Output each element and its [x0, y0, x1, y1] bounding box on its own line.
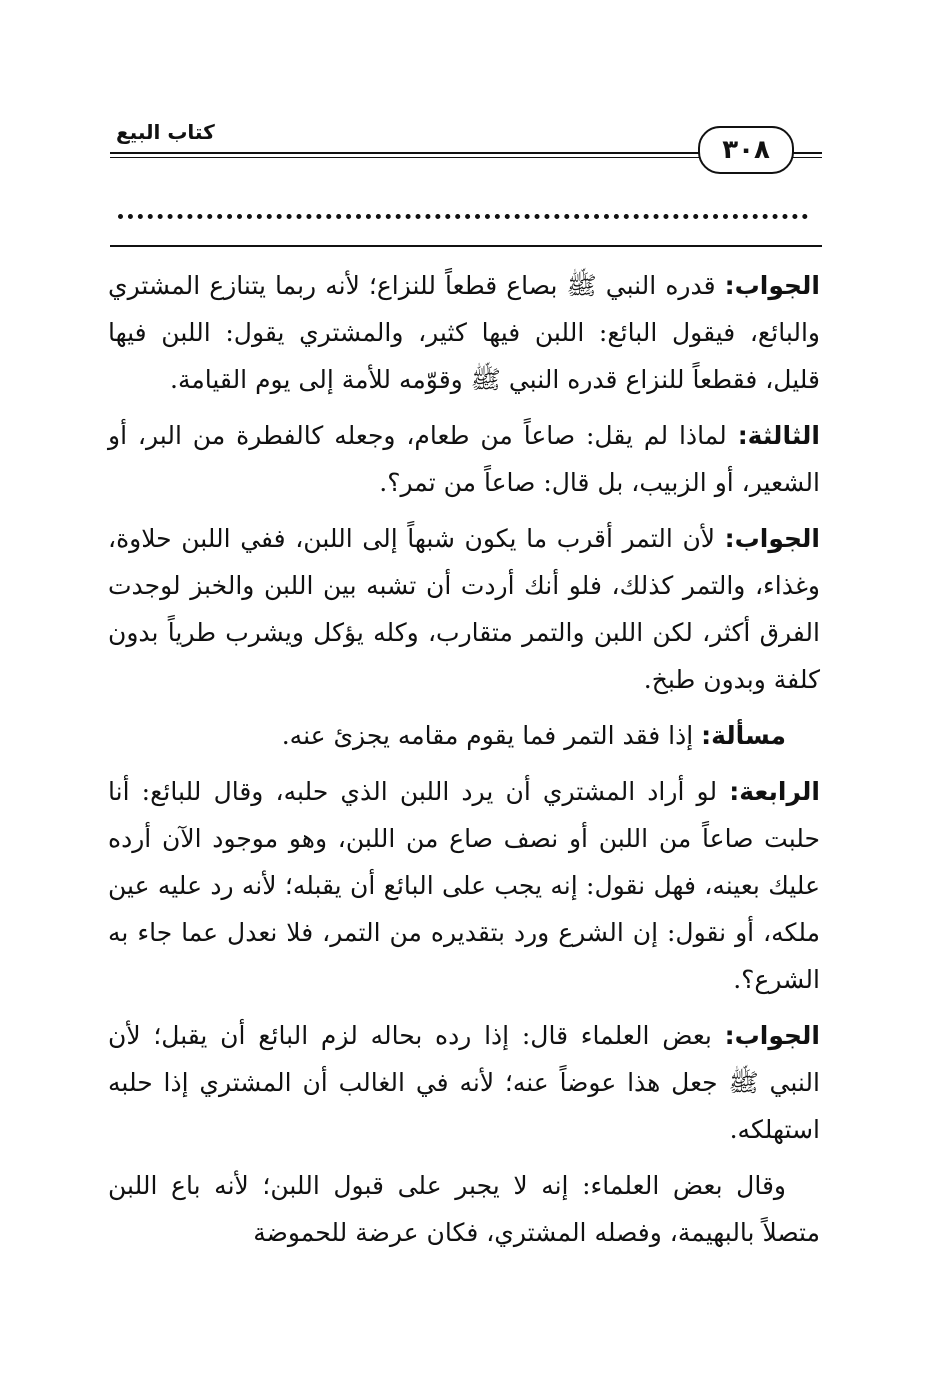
paragraph-third-point	[108, 412, 820, 506]
section-rule	[110, 245, 822, 247]
paragraph-label: الجواب:	[724, 1021, 820, 1050]
paragraph-issue	[108, 712, 820, 759]
paragraph-text: بعض العلماء قال: إذا رده بحاله لزم البائع أن يقبل؛ لأن النبي ﷺ جعل هذا عوضاً عنه؛ لأنه في الغالب أن المشتري إذا حلبه استهلكه.	[108, 1021, 820, 1144]
paragraph-text: لو أراد المشتري أن يرد اللبن الذي حلبه، وقال للبائع: أنا حلبت صاعاً من اللبن أو نصف صاع من اللبن، وهو موجود الآن أرده عليك بعينه، فهل نقول: إنه يجب على البائع أن يقبله؛ لأنه رد عليه عين ملكه، أو نقول: إن الشرع ورد بتقديره من التمر، فلا نعدل عما جاء به الشرع؟.	[108, 777, 820, 994]
paragraph-label: مسألة:	[701, 721, 786, 750]
book-title: كتاب البيع	[110, 120, 221, 148]
paragraph-text: لأن التمر أقرب ما يكون شبهاً إلى اللبن، ففي اللبن حلاوة، وغذاء، والتمر كذلك، فلو أنك أردت أن تشبه بين اللبن والخبز لوجدت الفرق أكثر، لكن اللبن والتمر متقارب، وكله يؤكل ويشرب طرياً بدون كلفة وبدون طبخ.	[108, 524, 820, 694]
paragraph-text: إذا فقد التمر فما يقوم مقامه يجزئ عنه.	[281, 721, 702, 750]
page-body	[108, 262, 820, 1265]
dotted-separator	[118, 200, 808, 219]
paragraph-text: قدره النبي ﷺ بصاع قطعاً للنزاع؛ لأنه ربما يتنازع المشتري والبائع، فيقول البائع: اللبن فيها كثير، والمشتري يقول: اللبن فيها قليل، فقطعاً للنزاع قدره النبي ﷺ وقوّمه للأمة إلى يوم القيامة.	[108, 271, 820, 394]
paragraph-other-opinion	[108, 1162, 820, 1256]
paragraph-label: الثالثة:	[737, 421, 820, 450]
paragraph-answer-3	[108, 1012, 820, 1153]
paragraph-label: الجواب:	[724, 271, 820, 300]
paragraph-label: الرابعة:	[729, 777, 820, 806]
paragraph-text: وقال بعض العلماء: إنه لا يجبر على قبول اللبن؛ لأنه باع اللبن متصلاً بالبهيمة، وفصله المشتري، فكان عرضة للحموضة	[108, 1171, 820, 1247]
paragraph-fourth-point	[108, 768, 820, 1003]
paragraph-label: الجواب:	[724, 524, 820, 553]
page-number: ٣٠٨	[698, 126, 794, 174]
paragraph-answer-1	[108, 262, 820, 403]
paragraph-text: لماذا لم يقل: صاعاً من طعام، وجعله كالفطرة من البر، أو الشعير، أو الزبيب، بل قال: صاعاً من تمر؟.	[108, 421, 820, 497]
paragraph-answer-2	[108, 515, 820, 703]
page-header	[110, 118, 822, 174]
